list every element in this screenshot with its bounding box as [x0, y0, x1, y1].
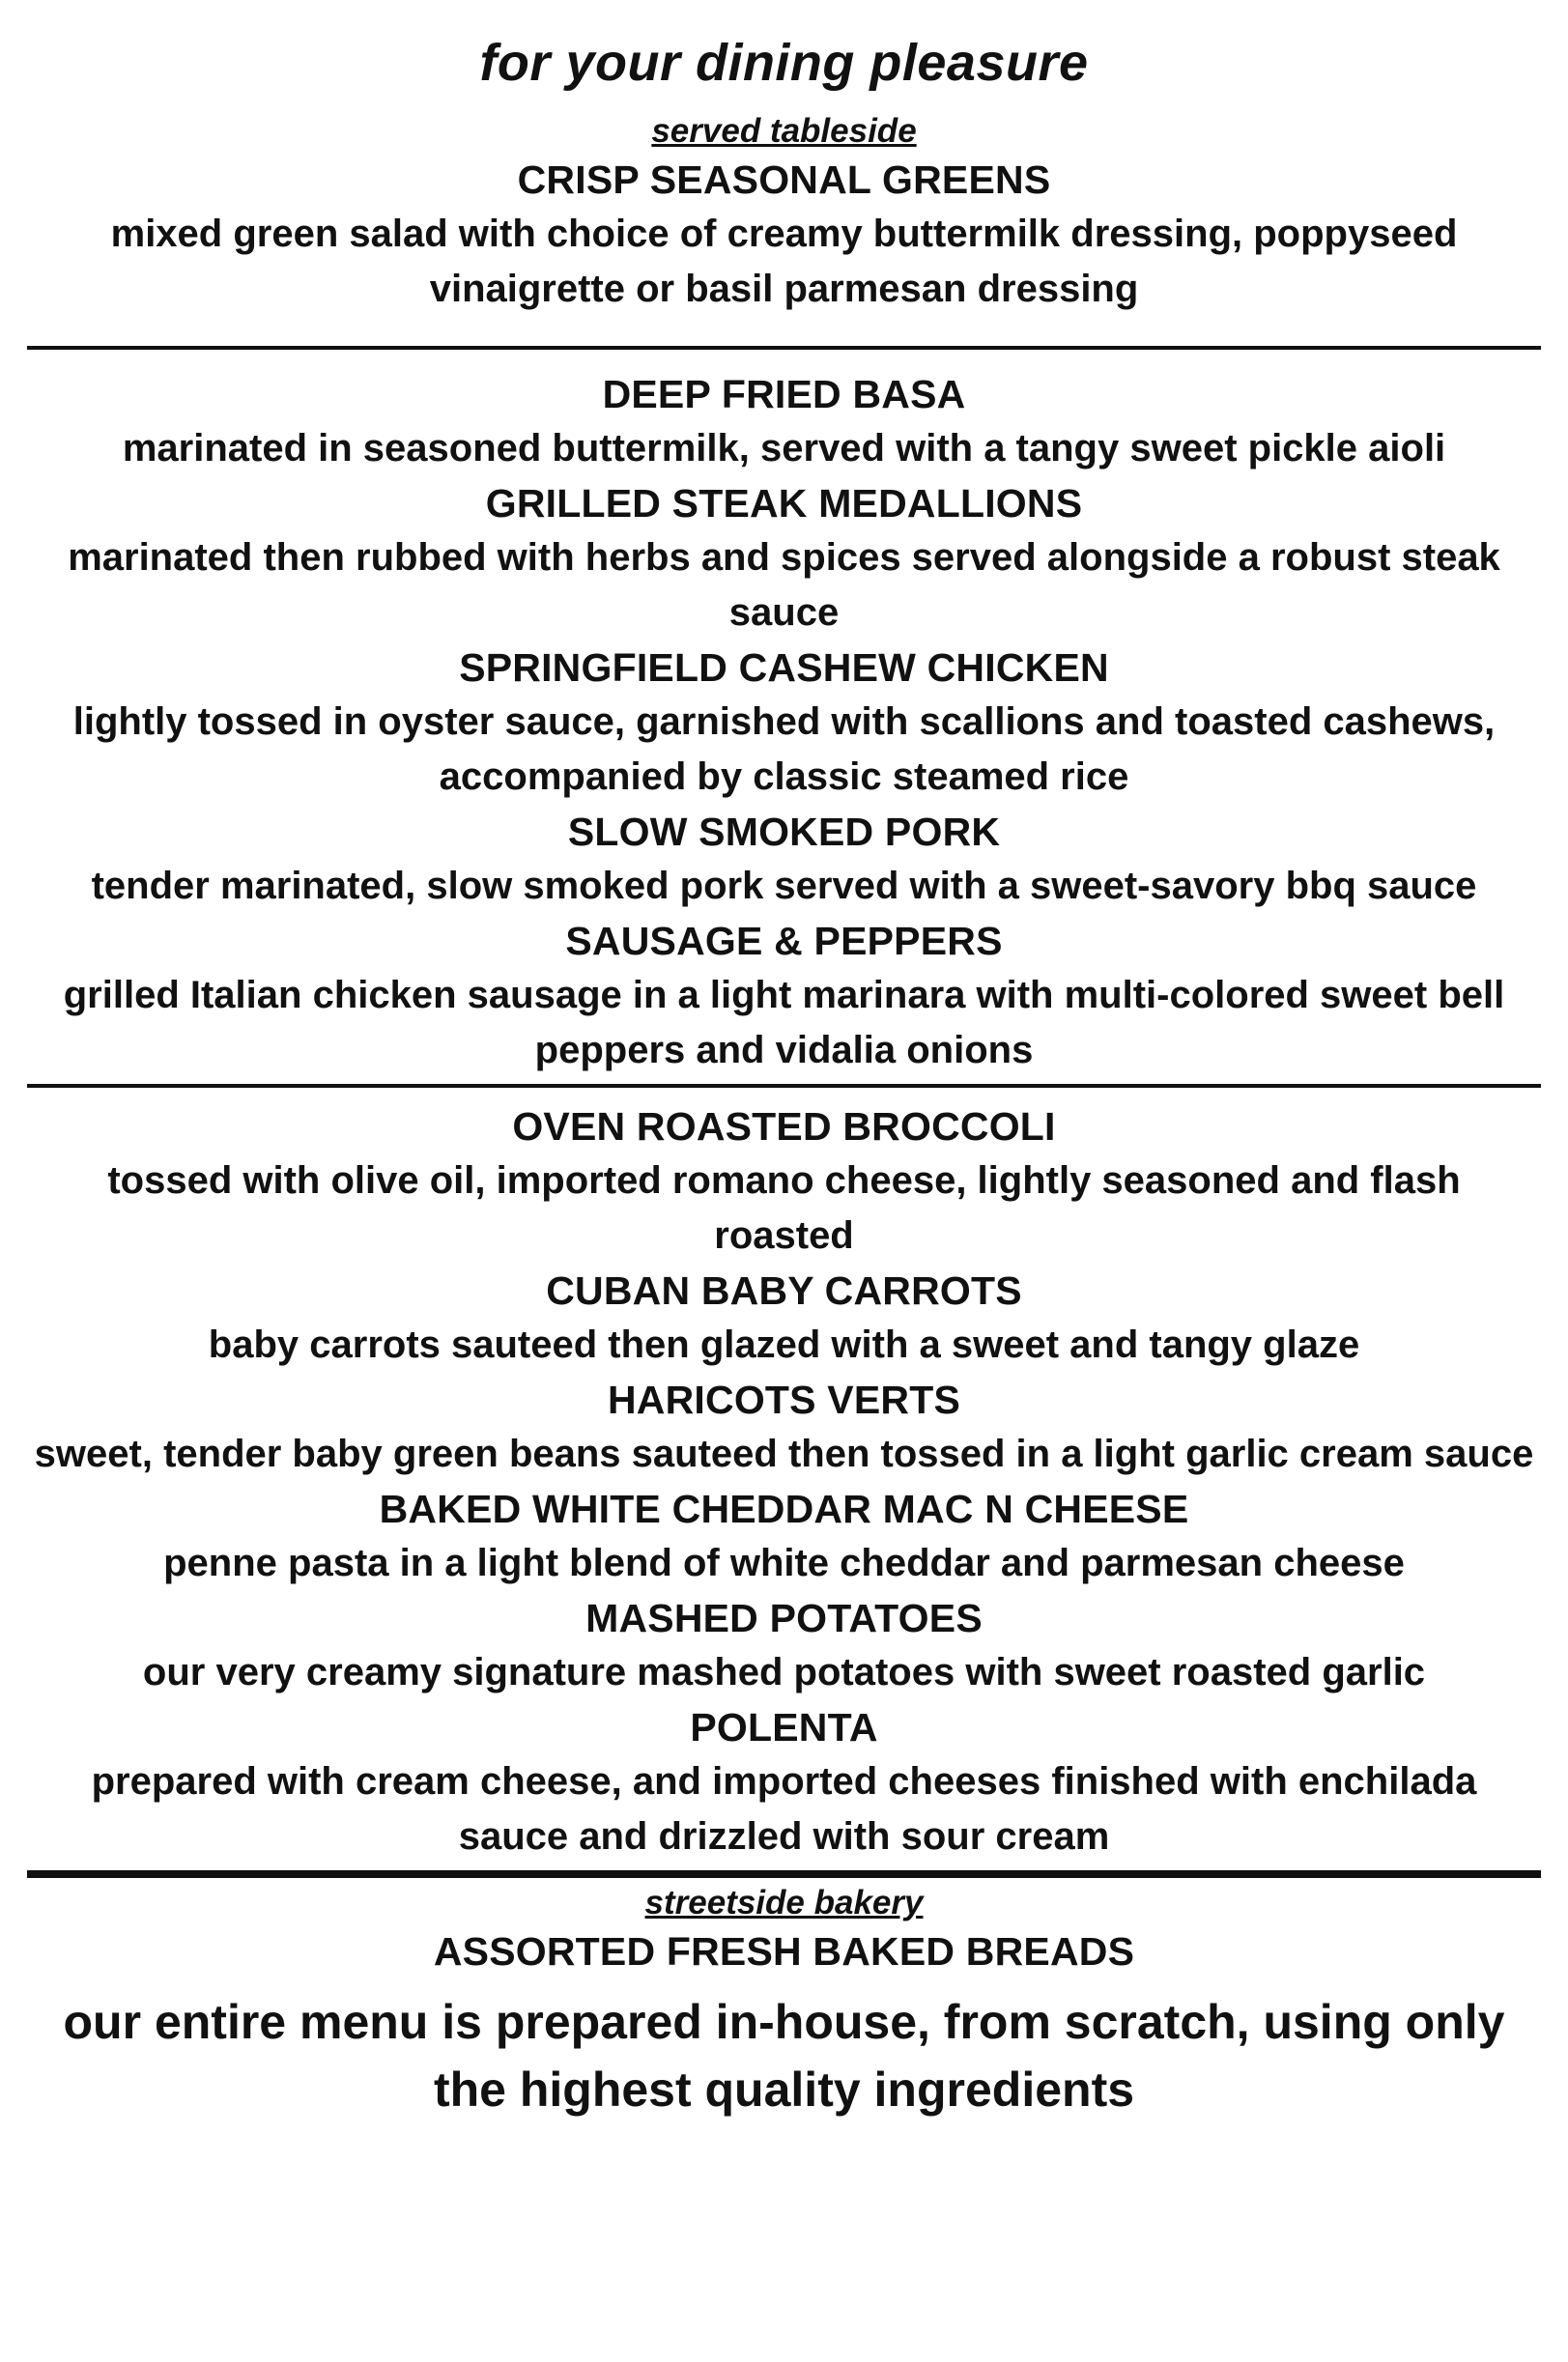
section-label-tableside: served tableside: [651, 112, 917, 150]
menu-item-name: ASSORTED FRESH BAKED BREADS: [433, 1929, 1135, 1974]
divider: [27, 346, 1541, 350]
menu-item-name: GRILLED STEAK MEDALLIONS: [485, 481, 1083, 526]
menu-item-description: grilled Italian chicken sausage in a light marinara with multi-colored sweet bell peppers and vidalia onions: [63, 974, 1505, 1071]
menu-item-name: DEEP FRIED BASA: [602, 372, 966, 416]
menu-item-description: our very creamy signature mashed potatoes with sweet roasted garlic: [142, 1651, 1426, 1693]
divider-thick: [27, 1870, 1541, 1878]
bakery-section: [27, 1924, 1541, 1978]
menu-item-description: sweet, tender baby green beans sauteed then tossed in a light garlic cream sauce: [34, 1433, 1534, 1475]
menu-item-description: marinated then rubbed with herbs and spices served alongside a robust steak sauce: [68, 536, 1500, 634]
menu-item-description: lightly tossed in oyster sauce, garnished with scallions and toasted cashews, accompanied by classic steamed rice: [72, 700, 1496, 798]
divider: [27, 1084, 1541, 1088]
menu-item-name: SAUSAGE & PEPPERS: [565, 919, 1003, 963]
section-label-bakery: streetside bakery: [644, 1884, 924, 1921]
menu-item-description: penne pasta in a light blend of white cheddar and parmesan cheese: [163, 1542, 1405, 1584]
entrees-section: [27, 367, 1541, 1084]
menu-item-name: SLOW SMOKED PORK: [567, 810, 1001, 854]
menu-item-description: mixed green salad with choice of creamy buttermilk dressing, poppyseed vinaigrette or basil parmesan dressing: [110, 213, 1458, 310]
menu-item-name: OVEN ROASTED BROCCOLI: [512, 1104, 1056, 1149]
menu-item-name: BAKED WHITE CHEDDAR MAC N CHEESE: [379, 1487, 1189, 1531]
page-title: for your dining pleasure: [479, 34, 1089, 92]
sides-section: [27, 1099, 1541, 1870]
menu-item-name: HARICOTS VERTS: [608, 1378, 960, 1422]
menu-item-name: MASHED POTATOES: [585, 1596, 983, 1640]
menu-item-description: tender marinated, slow smoked pork served with a sweet-savory bbq sauce: [91, 865, 1477, 907]
menu-item-name: CRISP SEASONAL GREENS: [517, 157, 1051, 202]
menu-item-description: prepared with cream cheese, and imported cheeses finished with enchilada sauce and drizzled with sour cream: [91, 1760, 1477, 1858]
menu-item-description: baby carrots sauteed then glazed with a sweet and tangy glaze: [208, 1323, 1360, 1366]
menu-item-name: POLENTA: [690, 1705, 878, 1750]
menu-item-name: CUBAN BABY CARROTS: [546, 1268, 1022, 1313]
footer-note: our entire menu is prepared in-house, from scratch, using only the highest quality ingredients: [63, 1995, 1505, 2117]
menu-item-description: tossed with olive oil, imported romano cheese, lightly seasoned and flash roasted: [107, 1159, 1461, 1257]
menu-item-description: marinated in seasoned buttermilk, served with a tangy sweet pickle aioli: [122, 427, 1446, 470]
menu-item-name: SPRINGFIELD CASHEW CHICKEN: [459, 645, 1109, 690]
salad-section: [27, 153, 1541, 346]
